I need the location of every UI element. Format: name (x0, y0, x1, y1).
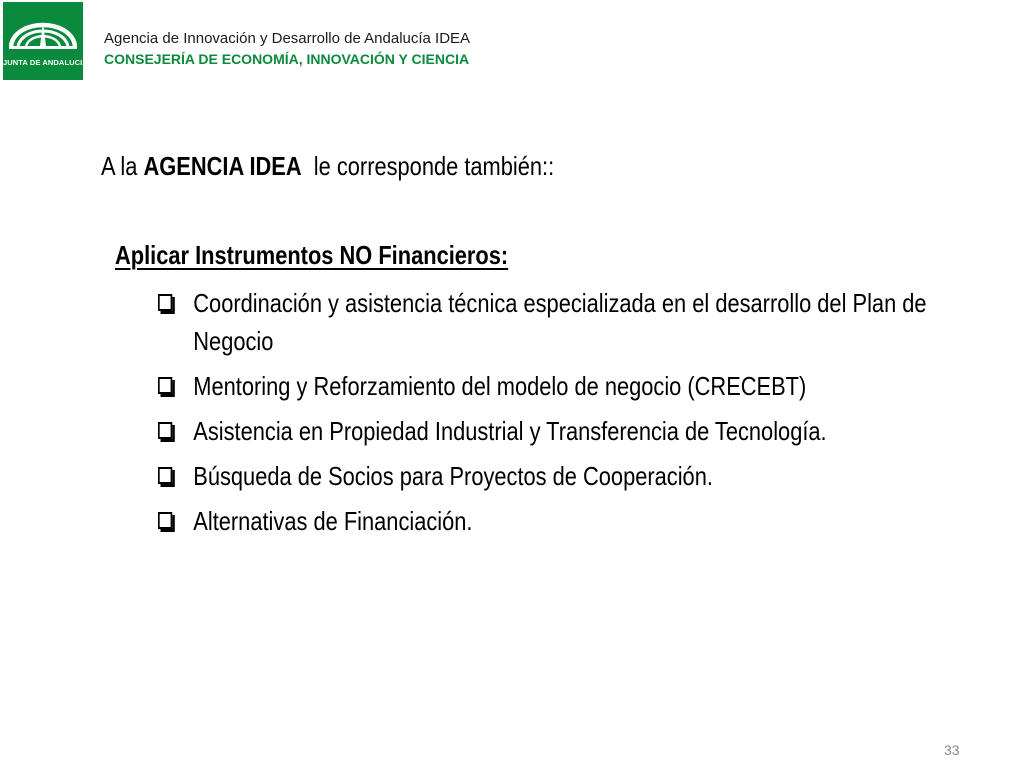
list-item-text: Alternativas de Financiación. (193, 506, 473, 536)
list-item-text: Mentoring y Reforzamiento del modelo de negocio (CRECEBT) (193, 371, 807, 401)
agency-name: Agencia de Innovación y Desarrollo de Andalucía IDEA (104, 30, 471, 47)
checkbox-icon (158, 422, 172, 439)
checkbox-icon (158, 294, 172, 311)
intro-sentence (101, 151, 554, 182)
checkbox-icon (158, 467, 172, 484)
ministry-name: CONSEJERÍA DE ECONOMÍA, INNOVACIÓN Y CIENCIA (104, 51, 470, 67)
list-item (158, 502, 981, 540)
intro-prefix: A la (101, 151, 144, 181)
checkbox-icon (158, 377, 172, 394)
intro-suffix: le corresponde también:: (301, 151, 555, 181)
arch-emblem-icon (3, 2, 83, 58)
bullet-list (158, 284, 981, 547)
junta-de-andalucia-logo (3, 2, 88, 80)
intro-agency-name: AGENCIA IDEA (143, 151, 302, 181)
list-item-text: Asistencia en Propiedad Industrial y Transferencia de Tecnología. (193, 416, 827, 446)
list-item (158, 284, 981, 360)
list-item (158, 412, 981, 450)
list-item-text: Coordinación y asistencia técnica especializada en el desarrollo del Plan de Negocio (193, 288, 927, 356)
page-number: 33 (944, 742, 960, 758)
list-item (158, 457, 981, 495)
section-heading: Aplicar Instrumentos NO Financieros: (115, 240, 509, 270)
checkbox-icon (158, 512, 172, 529)
logo-caption: JUNTA DE ANDALUCIA (3, 58, 88, 67)
list-item-text: Búsqueda de Socios para Proyectos de Cooperación. (193, 461, 713, 491)
list-item (158, 367, 981, 405)
